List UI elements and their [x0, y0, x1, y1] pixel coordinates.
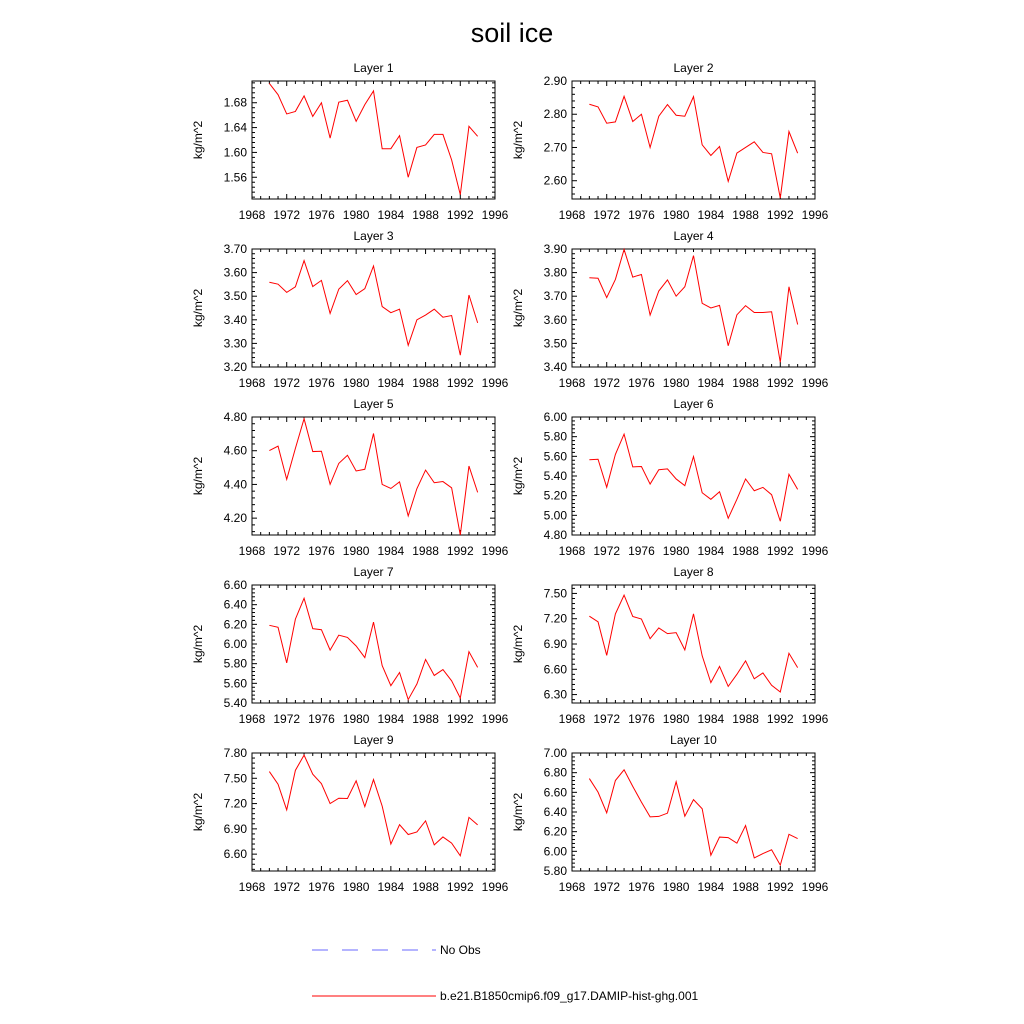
series-line-model	[269, 755, 477, 856]
y-tick-label: 3.40	[543, 360, 567, 374]
x-tick-label: 1972	[593, 544, 621, 558]
y-tick-label: 3.50	[223, 289, 247, 304]
x-tick-label: 1992	[446, 544, 474, 558]
y-tick-label: 1.64	[223, 120, 247, 135]
y-tick-label: 3.40	[223, 312, 247, 327]
x-tick-label: 1988	[732, 712, 759, 726]
y-tick-label: 6.80	[543, 765, 567, 780]
y-tick-label: 6.30	[543, 687, 567, 702]
x-tick-label: 1976	[628, 208, 655, 222]
y-axis-label: kg/m^2	[191, 456, 205, 496]
legend	[312, 943, 698, 1003]
y-tick-label: 6.40	[543, 805, 567, 819]
y-tick-label: 7.80	[223, 746, 247, 760]
series-line-model	[589, 770, 797, 865]
panel-title: Layer 1	[353, 61, 394, 75]
x-tick-label: 1972	[273, 712, 301, 726]
y-tick-label: 5.60	[223, 676, 247, 691]
y-tick-label: 4.80	[543, 528, 567, 542]
x-tick-label: 1996	[481, 880, 509, 894]
y-tick-label: 7.50	[543, 586, 567, 601]
x-tick-label: 1988	[412, 376, 439, 390]
y-tick-label: 3.20	[223, 360, 247, 374]
x-tick-label: 1996	[801, 712, 829, 726]
y-tick-label: 2.80	[543, 107, 567, 122]
legend-label-no-obs: No Obs	[440, 943, 481, 957]
series-line-model	[269, 598, 477, 699]
x-tick-label: 1996	[481, 712, 509, 726]
y-axis-label: kg/m^2	[191, 792, 205, 832]
y-tick-label: 3.70	[223, 242, 247, 256]
x-tick-label: 1976	[308, 544, 335, 558]
panel-layer-5	[191, 397, 509, 558]
y-tick-label: 7.20	[223, 796, 247, 811]
x-tick-label: 1972	[273, 208, 301, 222]
y-tick-label: 6.40	[223, 597, 247, 612]
panel-title: Layer 5	[353, 397, 394, 411]
x-tick-label: 1984	[377, 712, 405, 726]
y-tick-label: 3.30	[223, 336, 247, 351]
x-tick-label: 1992	[446, 376, 474, 390]
x-tick-label: 1968	[238, 208, 266, 222]
y-axis-label: kg/m^2	[191, 120, 205, 160]
x-tick-label: 1996	[481, 208, 509, 222]
x-tick-label: 1996	[481, 544, 509, 558]
x-tick-label: 1992	[446, 712, 474, 726]
y-tick-label: 2.90	[543, 74, 567, 88]
x-tick-label: 1988	[732, 376, 759, 390]
x-tick-label: 1992	[446, 880, 474, 894]
x-tick-label: 1968	[558, 712, 586, 726]
x-tick-label: 1976	[628, 880, 655, 894]
plot-frame	[572, 585, 815, 703]
x-tick-label: 1980	[662, 376, 690, 390]
x-tick-label: 1984	[697, 208, 725, 222]
x-tick-label: 1992	[446, 208, 474, 222]
panel-layer-2	[511, 61, 829, 222]
x-tick-label: 1988	[412, 880, 439, 894]
y-tick-label: 3.70	[543, 289, 567, 304]
y-tick-label: 5.80	[543, 429, 567, 444]
panel-title: Layer 6	[673, 397, 714, 411]
panel-title: Layer 4	[673, 229, 714, 243]
plot-frame	[572, 753, 815, 871]
y-tick-label: 6.00	[223, 637, 247, 651]
x-tick-label: 1980	[342, 376, 370, 390]
panel-title: Layer 8	[673, 565, 714, 579]
x-tick-label: 1996	[801, 544, 829, 558]
x-tick-label: 1968	[238, 880, 266, 894]
panel-title: Layer 2	[673, 61, 714, 75]
x-tick-label: 1980	[662, 880, 690, 894]
plot-frame	[252, 585, 495, 703]
x-tick-label: 1988	[412, 544, 439, 558]
x-tick-label: 1972	[273, 880, 301, 894]
y-tick-label: 1.68	[223, 95, 247, 110]
panel-title: Layer 3	[353, 229, 394, 243]
x-tick-label: 1996	[801, 880, 829, 894]
x-tick-label: 1980	[342, 880, 370, 894]
x-tick-label: 1984	[377, 208, 405, 222]
chart-title: soil ice	[470, 18, 554, 48]
x-tick-label: 1968	[558, 376, 586, 390]
x-tick-label: 1968	[558, 544, 586, 558]
x-tick-label: 1988	[412, 208, 439, 222]
y-tick-label: 6.90	[223, 821, 247, 836]
y-tick-label: 4.80	[223, 410, 247, 424]
x-tick-label: 1972	[593, 880, 621, 894]
x-tick-label: 1972	[593, 376, 621, 390]
x-tick-label: 1984	[377, 880, 405, 894]
panel-layer-10	[511, 733, 829, 894]
series-line-model	[269, 261, 477, 356]
x-tick-label: 1988	[732, 544, 759, 558]
panel-layer-7	[191, 565, 509, 726]
y-tick-label: 5.20	[543, 488, 567, 503]
x-tick-label: 1992	[766, 712, 794, 726]
x-tick-label: 1976	[628, 712, 655, 726]
y-tick-label: 6.20	[223, 617, 247, 632]
y-tick-label: 4.60	[223, 443, 247, 458]
y-tick-label: 5.40	[543, 469, 567, 483]
y-axis-label: kg/m^2	[191, 288, 205, 328]
x-tick-label: 1968	[238, 712, 266, 726]
x-tick-label: 1992	[766, 208, 794, 222]
x-tick-label: 1984	[377, 376, 405, 390]
panel-title: Layer 9	[353, 733, 394, 747]
series-line-model	[269, 419, 477, 535]
panel-layer-6	[511, 397, 829, 558]
x-tick-label: 1976	[628, 544, 655, 558]
x-tick-label: 1984	[377, 544, 405, 558]
panel-layer-3	[191, 229, 509, 390]
panel-title: Layer 10	[670, 733, 717, 747]
x-tick-label: 1992	[766, 880, 794, 894]
y-tick-label: 6.00	[543, 410, 567, 424]
y-axis-label: kg/m^2	[511, 792, 525, 832]
x-tick-label: 1980	[342, 544, 370, 558]
series-line-model	[589, 249, 797, 362]
y-tick-label: 6.60	[543, 785, 567, 800]
x-tick-label: 1980	[342, 712, 370, 726]
y-tick-label: 6.00	[543, 844, 567, 859]
x-tick-label: 1976	[308, 880, 335, 894]
x-tick-label: 1984	[697, 544, 725, 558]
y-tick-label: 6.60	[223, 847, 247, 862]
series-line-model	[589, 434, 797, 521]
y-tick-label: 6.60	[543, 662, 567, 677]
x-tick-label: 1968	[238, 544, 266, 558]
x-tick-label: 1972	[593, 208, 621, 222]
y-axis-label: kg/m^2	[191, 624, 205, 664]
x-tick-label: 1972	[273, 544, 301, 558]
y-axis-label: kg/m^2	[511, 624, 525, 664]
y-tick-label: 6.90	[543, 637, 567, 651]
x-tick-label: 1992	[766, 376, 794, 390]
y-axis-label: kg/m^2	[511, 288, 525, 328]
x-tick-label: 1988	[732, 880, 759, 894]
y-tick-label: 6.60	[223, 578, 247, 592]
y-tick-label: 2.70	[543, 140, 567, 155]
x-tick-label: 1968	[558, 880, 586, 894]
x-tick-label: 1984	[697, 712, 725, 726]
y-tick-label: 5.60	[543, 449, 567, 464]
y-tick-label: 2.60	[543, 173, 567, 188]
x-tick-label: 1980	[662, 544, 690, 558]
y-axis-label: kg/m^2	[511, 456, 525, 496]
x-tick-label: 1988	[412, 712, 439, 726]
x-tick-label: 1972	[273, 376, 301, 390]
y-tick-label: 3.60	[223, 265, 247, 280]
y-tick-label: 4.40	[223, 477, 247, 492]
x-tick-label: 1992	[766, 544, 794, 558]
panel-layer-1	[191, 61, 509, 222]
x-tick-label: 1996	[801, 208, 829, 222]
y-tick-label: 5.80	[223, 656, 247, 671]
series-line-model	[269, 83, 477, 194]
x-tick-label: 1972	[593, 712, 621, 726]
y-tick-label: 5.80	[543, 864, 567, 878]
panel-layer-4	[511, 229, 829, 390]
x-tick-label: 1984	[697, 880, 725, 894]
x-tick-label: 1976	[308, 712, 335, 726]
x-tick-label: 1980	[662, 208, 690, 222]
x-tick-label: 1988	[732, 208, 759, 222]
y-tick-label: 1.56	[223, 170, 247, 185]
y-tick-label: 1.60	[223, 145, 247, 160]
x-tick-label: 1996	[801, 376, 829, 390]
x-tick-label: 1980	[662, 712, 690, 726]
y-tick-label: 3.80	[543, 265, 567, 280]
panel-grid	[191, 61, 829, 894]
panel-title: Layer 7	[353, 565, 394, 579]
x-tick-label: 1968	[558, 208, 586, 222]
y-tick-label: 6.20	[543, 824, 567, 839]
legend-label-model: b.e21.B1850cmip6.f09_g17.DAMIP-hist-ghg.001	[440, 989, 699, 1003]
y-tick-label: 5.40	[223, 696, 247, 710]
y-tick-label: 3.50	[543, 336, 567, 351]
y-tick-label: 3.60	[543, 312, 567, 327]
y-tick-label: 3.90	[543, 242, 567, 256]
x-tick-label: 1976	[308, 208, 335, 222]
x-tick-label: 1976	[628, 376, 655, 390]
y-tick-label: 7.00	[543, 746, 567, 760]
y-tick-label: 7.50	[223, 771, 247, 786]
series-line-model	[589, 595, 797, 692]
panel-layer-8	[511, 565, 829, 726]
y-tick-label: 5.00	[543, 508, 567, 523]
panel-layer-9	[191, 733, 509, 894]
plot-frame	[252, 81, 495, 199]
series-line-model	[589, 96, 797, 198]
y-tick-label: 7.20	[543, 611, 567, 626]
x-tick-label: 1968	[238, 376, 266, 390]
y-tick-label: 4.20	[223, 511, 247, 526]
x-tick-label: 1980	[342, 208, 370, 222]
x-tick-label: 1996	[481, 376, 509, 390]
y-axis-label: kg/m^2	[511, 120, 525, 160]
x-tick-label: 1976	[308, 376, 335, 390]
x-tick-label: 1984	[697, 376, 725, 390]
